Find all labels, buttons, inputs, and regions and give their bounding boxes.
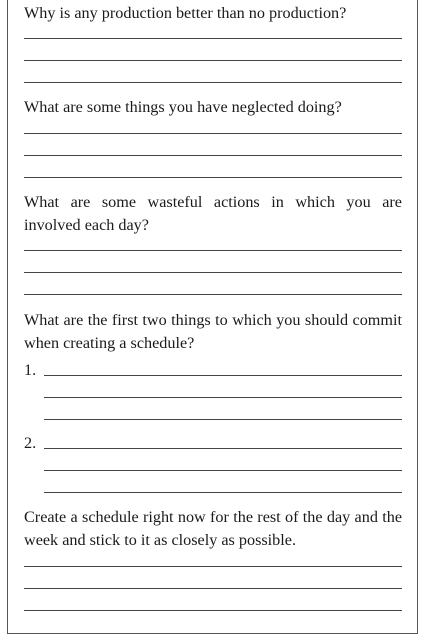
question-5: Create a schedule right now for the rest of the day and the week and stick to it as closely as possible. [24,508,402,549]
answer-line[interactable] [24,294,402,295]
answer-line[interactable] [24,610,402,611]
answer-line[interactable] [24,38,402,39]
answer-line[interactable] [44,448,402,449]
question-1: Why is any production better than no production? [24,4,347,22]
answer-line[interactable] [44,492,402,493]
answer-line[interactable] [24,60,402,61]
answer-line[interactable] [24,155,402,156]
answer-line[interactable] [24,566,402,567]
answer-line[interactable] [44,397,402,398]
answer-line[interactable] [44,470,402,471]
answer-line[interactable] [24,250,402,251]
question-4: What are the first two things to which you should commit when creating a schedule? [24,311,402,352]
question-2: What are some things you have neglected doing? [24,98,342,116]
answer-line[interactable] [24,133,402,134]
question-3: What are some wasteful actions in which you are involved each day? [24,193,402,234]
list-number-2: 2. [24,434,37,452]
answer-line[interactable] [24,82,402,83]
answer-line[interactable] [24,588,402,589]
answer-line[interactable] [44,375,402,376]
answer-line[interactable] [24,177,402,178]
list-number-1: 1. [24,361,37,379]
answer-line[interactable] [24,272,402,273]
answer-line[interactable] [44,419,402,420]
